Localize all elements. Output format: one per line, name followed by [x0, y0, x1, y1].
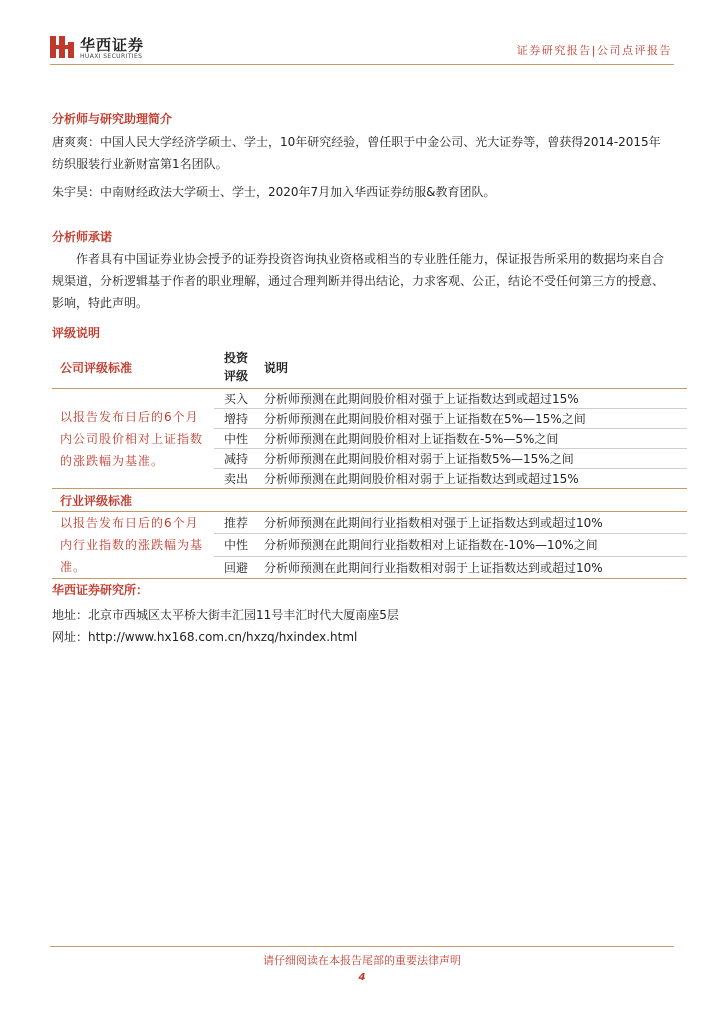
- rating-desc: 分析师预测在此期间股价相对上证指数在-5%—5%之间: [258, 429, 687, 449]
- desc-column-header: 说明: [258, 346, 687, 389]
- rating-desc: 分析师预测在此期间行业指数相对上证指数在-10%—10%之间: [258, 534, 687, 556]
- logo-text-cn: 华西证券: [80, 36, 145, 54]
- rating-desc: 分析师预测在此期间行业指数相对强于上证指数达到或超过10%: [258, 512, 687, 534]
- rating-level: 中性: [214, 534, 258, 556]
- logo-text-en: HUAXI SECURITIES: [80, 53, 143, 60]
- company-rating-basis: 以报告发布日后的6个月内公司股价相对上证指数的涨跌幅为基准。: [52, 389, 214, 489]
- huaxi-logo-icon: [50, 34, 74, 60]
- header-divider: [50, 64, 674, 65]
- rating-level: 中性: [214, 429, 258, 449]
- rating-desc: 分析师预测在此期间股价相对强于上证指数在5%—15%之间: [258, 409, 687, 429]
- table-row: [52, 389, 687, 409]
- rating-level: 减持: [214, 449, 258, 469]
- analyst-section-title: 分析师与研究助理简介: [52, 112, 173, 126]
- company-rating-header: 公司评级标准: [52, 346, 214, 389]
- rating-table: [52, 346, 687, 579]
- rating-desc: 分析师预测在此期间股价相对弱于上证指数达到或超过15%: [258, 469, 687, 489]
- rating-desc: 分析师预测在此期间股价相对强于上证指数达到或超过15%: [258, 389, 687, 409]
- rating-section-title: 评级说明: [52, 326, 101, 340]
- page-number: 4: [358, 972, 366, 983]
- report-type: 证券研究报告|公司点评报告: [516, 44, 672, 57]
- rating-level: 增持: [214, 409, 258, 429]
- legal-notice: 请仔细阅读在本报告尾部的重要法律声明: [263, 954, 461, 967]
- institute-website[interactable]: 网址：http://www.hx168.com.cn/hxzq/hxindex.html: [52, 630, 358, 644]
- commitment-section-title: 分析师承诺: [52, 230, 113, 244]
- rating-desc: 分析师预测在此期间行业指数相对弱于上证指数达到或超过10%: [258, 556, 687, 578]
- rating-desc: 分析师预测在此期间股价相对弱于上证指数5%—15%之间: [258, 449, 687, 469]
- rating-level: 推荐: [214, 512, 258, 534]
- commitment-text: 作者具有中国证券业协会授予的证券投资咨询执业资格或相当的专业胜任能力，保证报告所采用的数据均来自合规渠道，分析逻辑基于作者的职业理解，通过合理判断并得出结论，力求客观、公正，结论不受任何第三方的授意、影响，特此声明。: [52, 252, 665, 310]
- rating-level: 回避: [214, 556, 258, 578]
- industry-rating-header: 行业评级标准: [52, 489, 687, 512]
- analyst-bio-2: 朱宇昊：中南财经政法大学硕士、学士，2020年7月加入华西证券纺服&教育团队。: [52, 185, 496, 199]
- rating-level: 卖出: [214, 469, 258, 489]
- industry-rating-header-row: [52, 489, 687, 512]
- analyst-bio-1: 唐爽爽：中国人民大学经济学硕士、学士，10年研究经验，曾任职于中金公司、光大证券等，曾获得2014-2015年纺织服装行业新财富第1名团队。: [52, 135, 661, 171]
- rating-column-header: 投资评级: [214, 346, 258, 389]
- industry-rating-basis: 以报告发布日后的6个月内行业指数的涨跌幅为基准。: [52, 512, 214, 579]
- rating-table-header: [52, 346, 687, 389]
- page-header: [50, 30, 674, 66]
- rating-level: 买入: [214, 389, 258, 409]
- table-row: [52, 512, 687, 534]
- footer-divider: [50, 946, 674, 947]
- institute-address: 地址：北京市西城区太平桥大街丰汇园11号丰汇时代大厦南座5层: [52, 608, 399, 622]
- institute-title: 华西证券研究所：: [52, 583, 149, 597]
